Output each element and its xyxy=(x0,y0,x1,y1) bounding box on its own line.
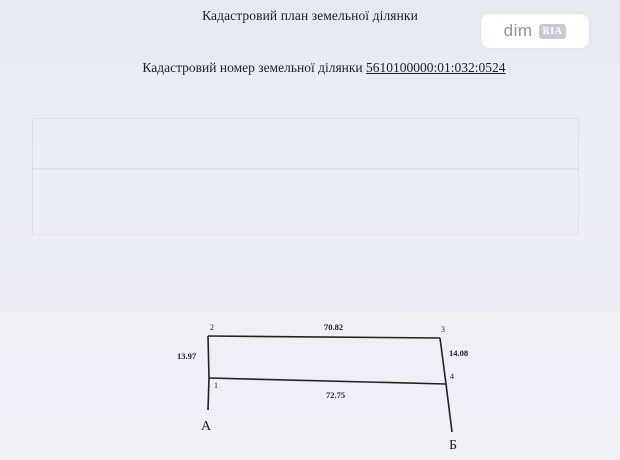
line-a xyxy=(208,378,209,410)
cadastral-label: Кадастровий номер земельної ділянки xyxy=(142,60,363,75)
length-1-4: 72.75 xyxy=(326,390,346,400)
boundary-1-2 xyxy=(208,336,209,378)
length-3-4: 14.08 xyxy=(449,348,469,358)
marker-b: Б xyxy=(449,438,458,453)
boundary-2-3 xyxy=(208,336,440,338)
length-1-2: 13.97 xyxy=(177,351,197,361)
point-label-4: 4 xyxy=(450,372,454,381)
point-label-3: 3 xyxy=(441,325,445,334)
boundary-3-4 xyxy=(440,338,446,384)
point-label-2: 2 xyxy=(210,323,214,332)
line-b xyxy=(446,384,452,432)
watermark-brand: dim xyxy=(503,21,533,40)
cadastral-number: 5610100000:01:032:0524 xyxy=(366,60,506,75)
length-2-3: 70.82 xyxy=(324,322,344,332)
point-label-1: 1 xyxy=(214,381,218,390)
document-title: Кадастровий план земельної ділянки xyxy=(202,8,418,23)
watermark-badge: RIA xyxy=(539,24,567,39)
marker-a: А xyxy=(201,419,212,434)
boundary-1-4 xyxy=(209,378,446,384)
